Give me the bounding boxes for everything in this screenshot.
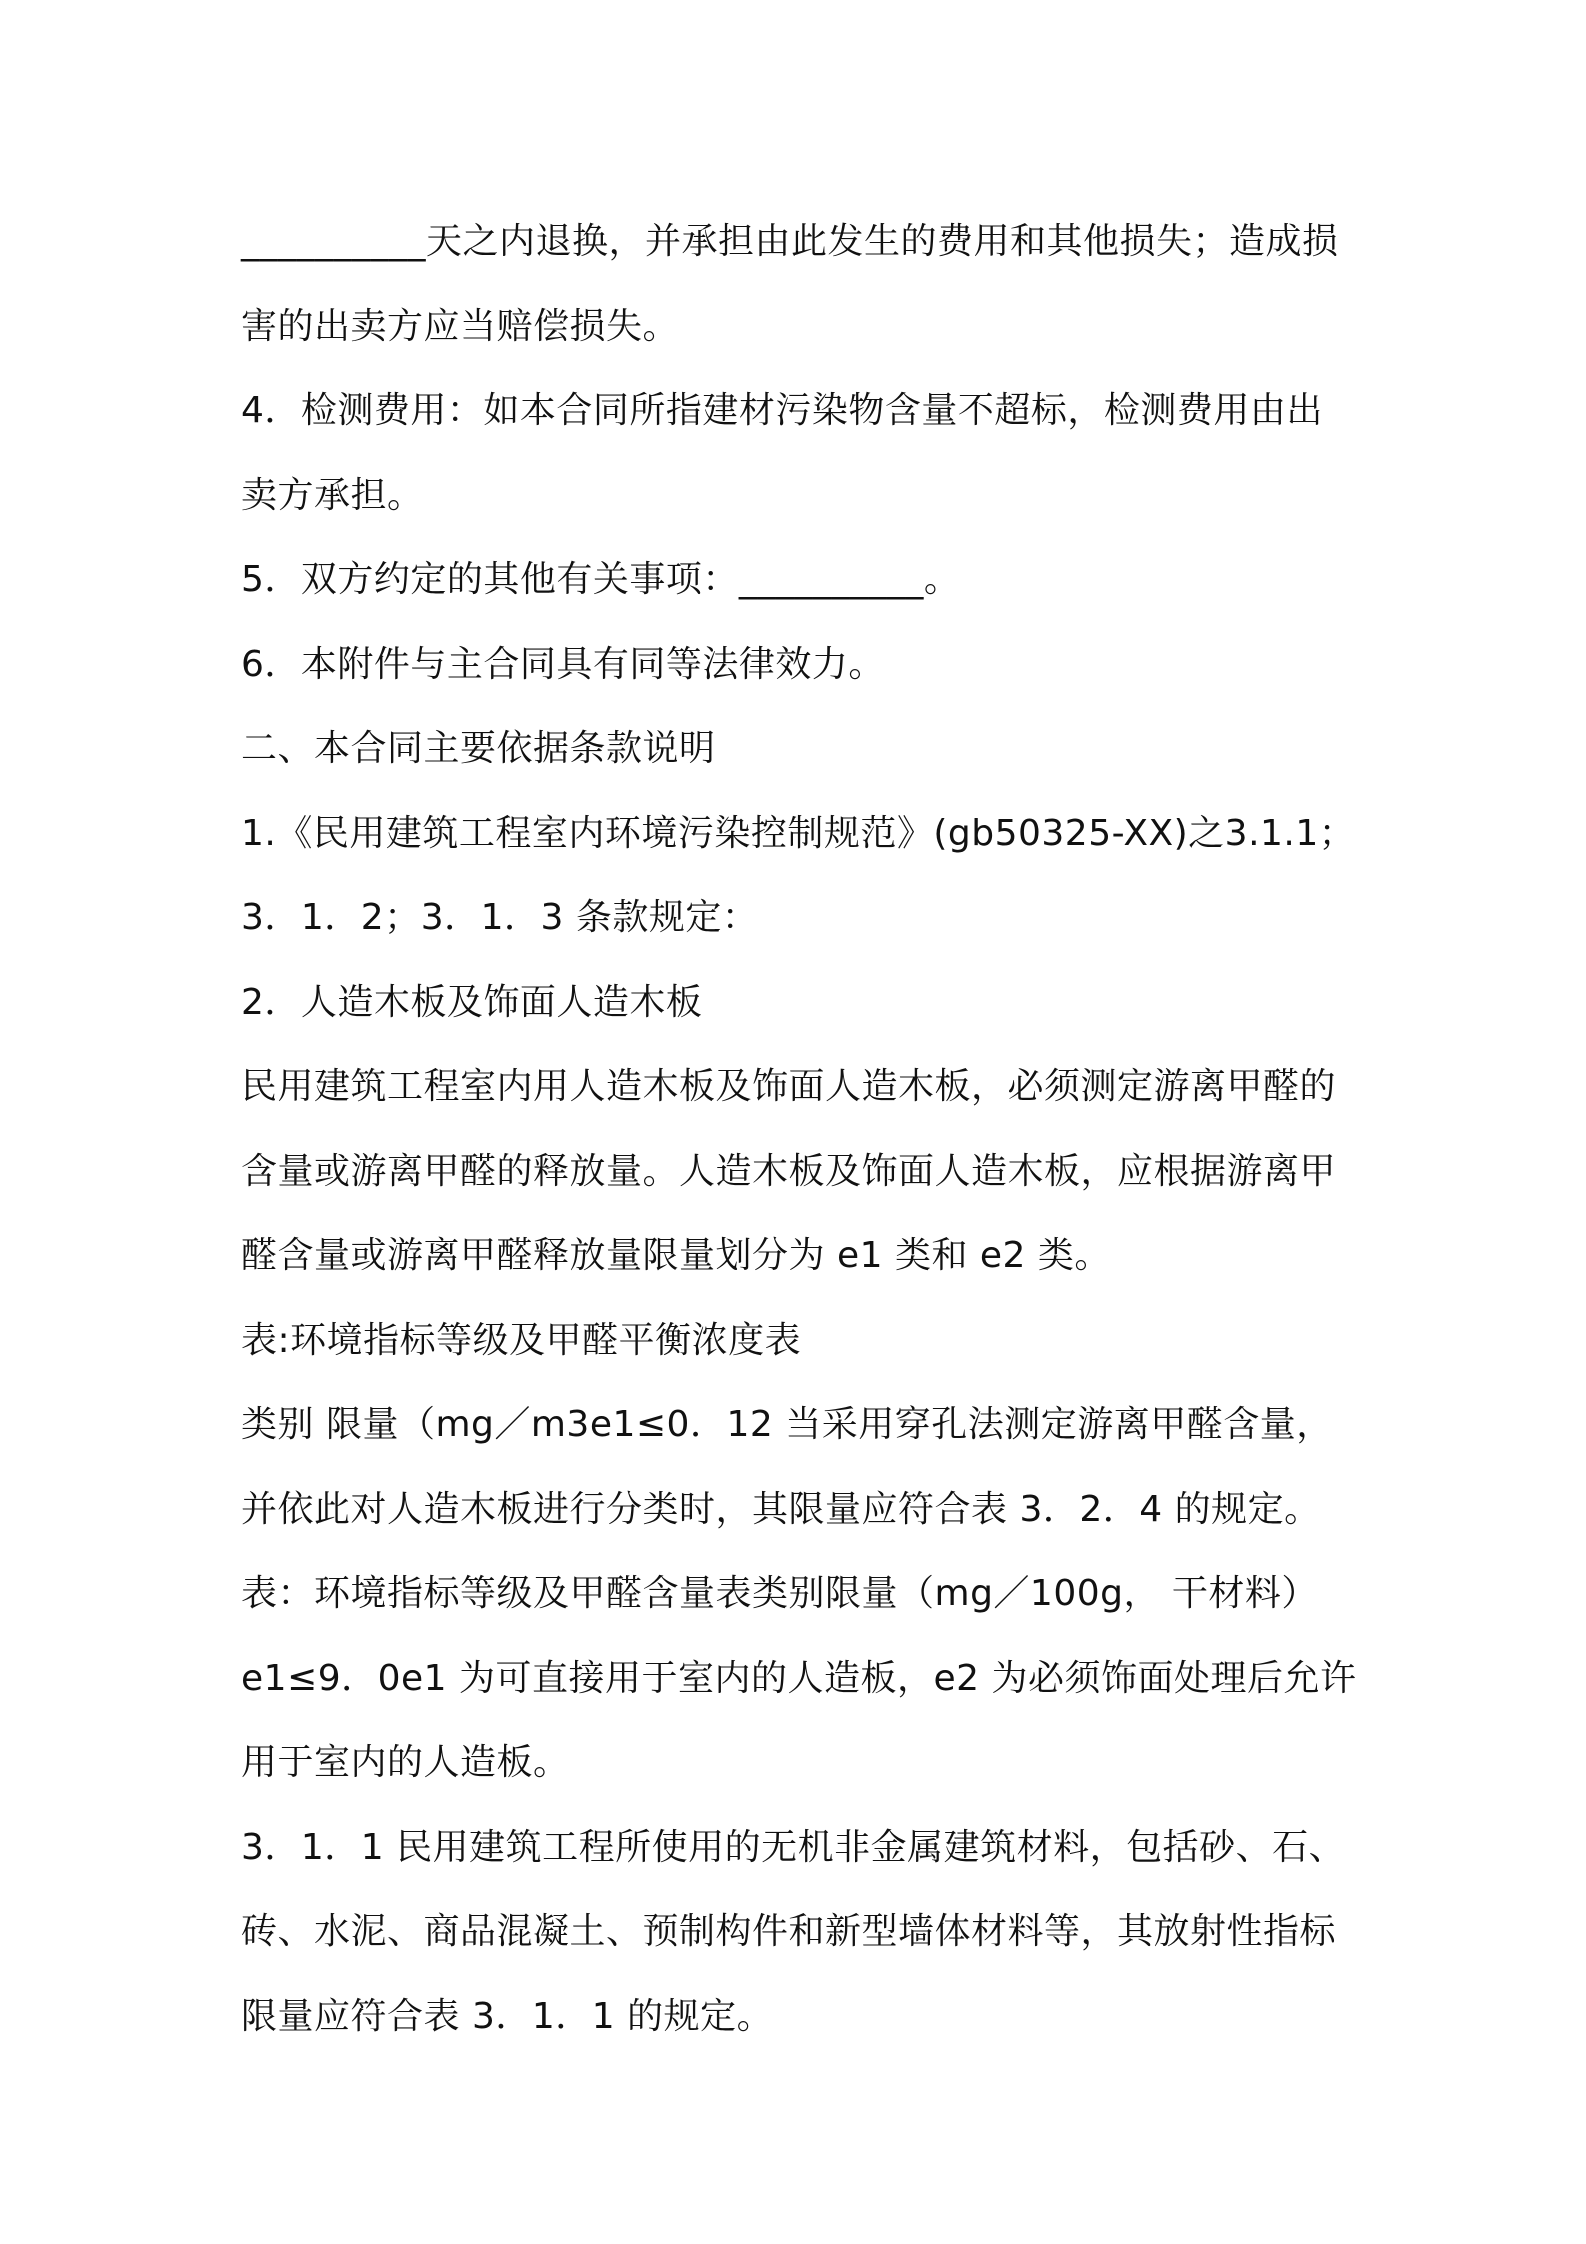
text-line: 并依此对人造木板进行分类时，其限量应符合表 3．2．4 的规定。: [241, 1488, 1321, 1530]
text-line: 6．本附件与主合同具有同等法律效力。: [241, 643, 885, 685]
text-line: 醛含量或游离甲醛释放量限量划分为 e1 类和 e2 类。: [241, 1235, 1111, 1276]
text-line: 卖方承担。: [241, 474, 424, 516]
text-line: 3．1．1 民用建筑工程所使用的无机非金属建筑材料，包括砂、石、: [241, 1826, 1346, 1868]
text-line: 2．人造木板及饰面人造木板: [241, 981, 703, 1023]
text-line: 4．检测费用：如本合同所指建材污染物含量不超标，检测费用由出: [241, 390, 1323, 431]
text-line: __________天之内退换，并承担由此发生的费用和其他损失；造成损: [241, 221, 1339, 262]
text-line: 害的出卖方应当赔偿损失。: [241, 305, 680, 347]
text-line: e1≤9．0e1 为可直接用于室内的人造板，e2 为必须饰面处理后允许: [241, 1657, 1357, 1699]
text-line: 5．双方约定的其他有关事项：__________。: [241, 559, 961, 600]
text-line: 类别 限量（mg／m3e1≤0．12 当采用穿孔法测定游离甲醛含量，: [241, 1404, 1333, 1445]
text-line: 砖、水泥、商品混凝土、预制构件和新型墙体材料等，其放射性指标: [241, 1911, 1337, 1952]
text-line: 民用建筑工程室内用人造木板及饰面人造木板，必须测定游离甲醛的: [241, 1066, 1337, 1107]
table-caption: 表：环境指标等级及甲醛含量表类别限量（mg／100g， 干材料）: [241, 1573, 1318, 1614]
text-line: 限量应符合表 3．1．1 的规定。: [241, 1995, 774, 2037]
text-line: 3．1．2；3．1．3 条款规定：: [241, 897, 759, 938]
table-caption: 表:环境指标等级及甲醛平衡浓度表: [241, 1319, 802, 1361]
document-body: [241, 200, 1371, 2059]
text-line: 用于室内的人造板。: [241, 1742, 570, 1783]
text-line: 含量或游离甲醛的释放量。人造木板及饰面人造木板，应根据游离甲: [241, 1150, 1337, 1192]
section-heading: 二、本合同主要依据条款说明: [241, 728, 716, 769]
text-line: 1.《民用建筑工程室内环境污染控制规范》(gb50325-XX)之3.1.1；: [241, 812, 1356, 854]
